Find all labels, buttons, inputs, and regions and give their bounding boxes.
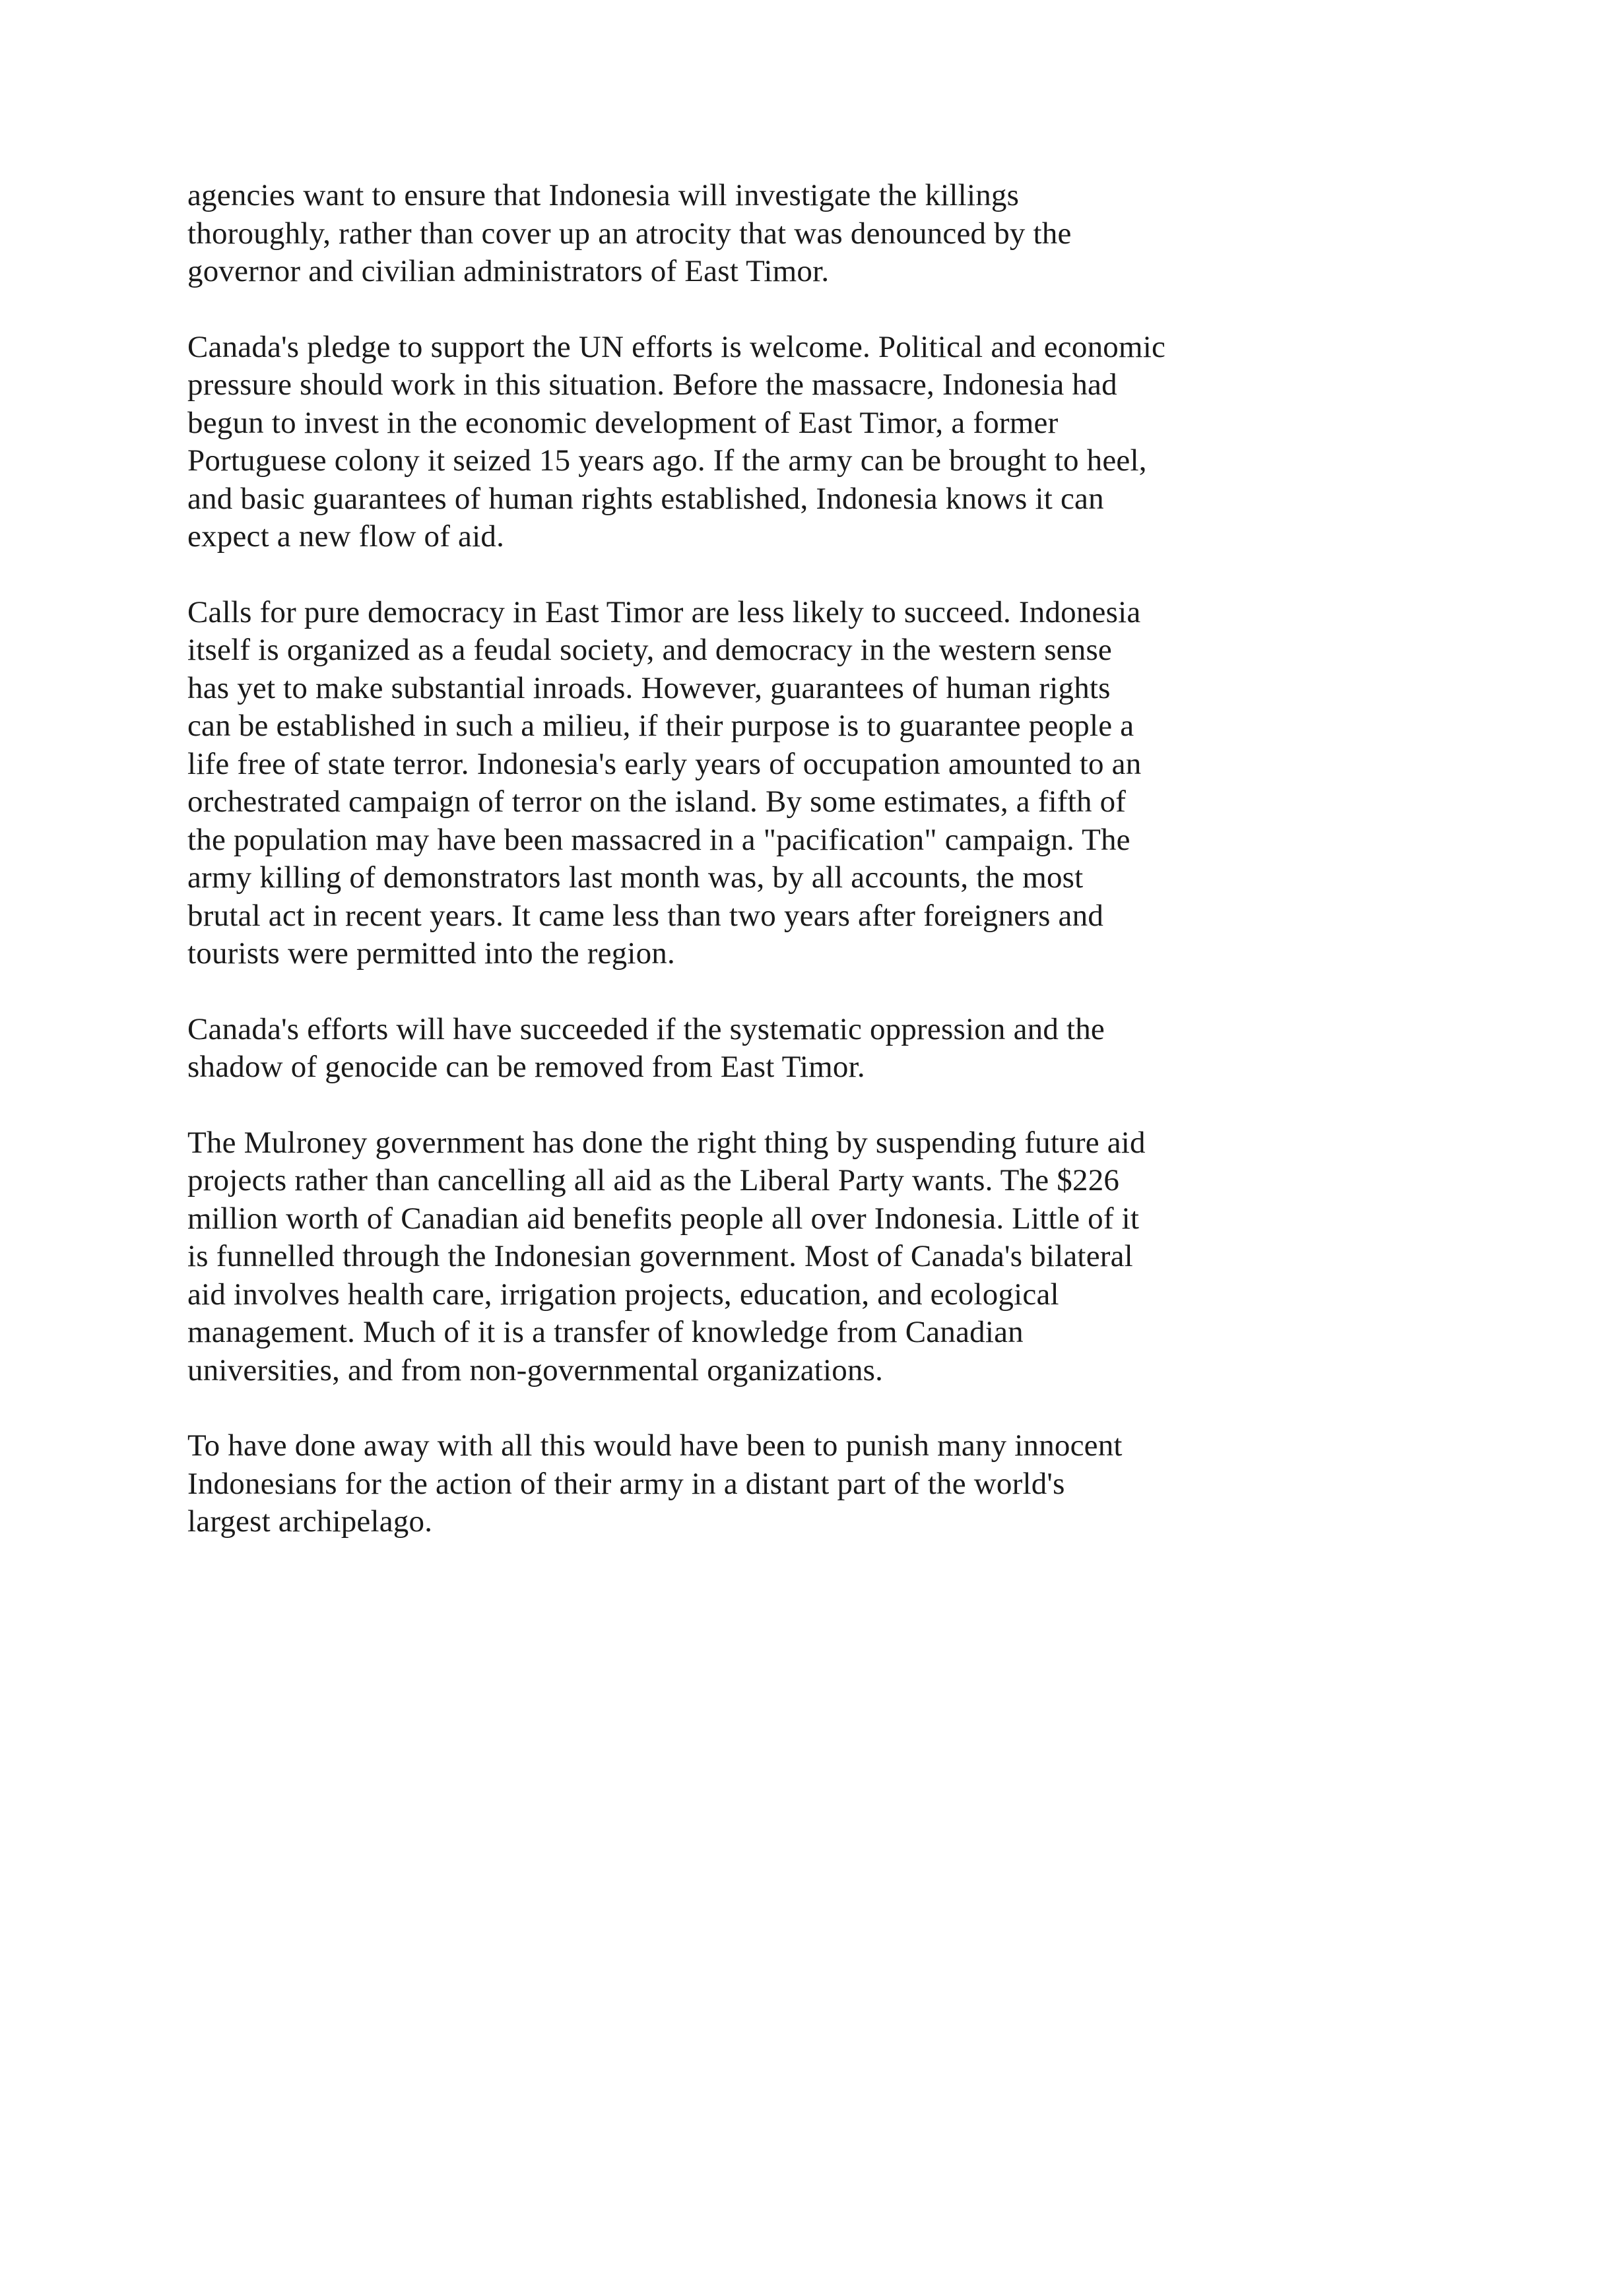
text-line: aid involves health care, irrigation projects, education, and ecological: [187, 1277, 1059, 1312]
text-line: Canada's efforts will have succeeded if the systematic oppression and the: [187, 1011, 1105, 1046]
text-line: life free of state terror. Indonesia's early years of occupation amounted to an: [187, 746, 1142, 781]
text-line: expect a new flow of aid.: [187, 519, 505, 554]
paragraph-1: [187, 177, 1323, 291]
paragraph-4: [187, 1011, 1323, 1087]
text-line: projects rather than cancelling all aid as the Liberal Party wants. The $226: [187, 1163, 1120, 1197]
text-line: largest archipelago.: [187, 1504, 433, 1539]
text-line: thoroughly, rather than cover up an atrocity that was denounced by the: [187, 216, 1072, 251]
text-line: Portuguese colony it seized 15 years ago. If the army can be brought to heel,: [187, 443, 1147, 478]
text-line: begun to invest in the economic development of East Timor, a former: [187, 405, 1059, 440]
paragraph-2: [187, 329, 1323, 556]
text-line: tourists were permitted into the region.: [187, 936, 675, 971]
text-line: has yet to make substantial inroads. However, guarantees of human rights: [187, 670, 1111, 705]
text-line: itself is organized as a feudal society, and democracy in the western sense: [187, 633, 1112, 667]
text-line: universities, and from non-governmental organizations.: [187, 1353, 884, 1387]
text-line: million worth of Canadian aid benefits people all over Indonesia. Little of it: [187, 1201, 1140, 1236]
text-line: pressure should work in this situation. Before the massacre, Indonesia had: [187, 367, 1117, 402]
text-line: Indonesians for the action of their army in a distant part of the world's: [187, 1466, 1065, 1501]
text-line: army killing of demonstrators last month was, by all accounts, the most: [187, 860, 1084, 895]
text-line: Calls for pure democracy in East Timor are less likely to succeed. Indonesia: [187, 594, 1141, 629]
text-line: can be established in such a milieu, if their purpose is to guarantee people a: [187, 709, 1134, 743]
text-line: governor and civilian administrators of East Timor.: [187, 254, 830, 288]
text-line: orchestrated campaign of terror on the island. By some estimates, a fifth of: [187, 784, 1127, 819]
text-line: agencies want to ensure that Indonesia will investigate the killings: [187, 178, 1020, 212]
paragraph-3: [187, 594, 1323, 973]
text-line: The Mulroney government has done the right thing by suspending future aid: [187, 1125, 1146, 1160]
text-line: brutal act in recent years. It came less than two years after foreigners and: [187, 898, 1104, 933]
text-line: is funnelled through the Indonesian government. Most of Canada's bilateral: [187, 1239, 1133, 1273]
text-line: management. Much of it is a transfer of knowledge from Canadian: [187, 1315, 1024, 1349]
text-line: and basic guarantees of human rights established, Indonesia knows it can: [187, 481, 1104, 516]
text-line: Canada's pledge to support the UN efforts is welcome. Political and economic: [187, 329, 1166, 364]
article-body: [187, 177, 1323, 1579]
paragraph-5: [187, 1124, 1323, 1390]
paragraph-6: [187, 1427, 1323, 1541]
text-line: shadow of genocide can be removed from East Timor.: [187, 1050, 865, 1084]
text-line: To have done away with all this would have been to punish many innocent: [187, 1428, 1123, 1463]
text-line: the population may have been massacred in a "pacification" campaign. The: [187, 822, 1130, 857]
